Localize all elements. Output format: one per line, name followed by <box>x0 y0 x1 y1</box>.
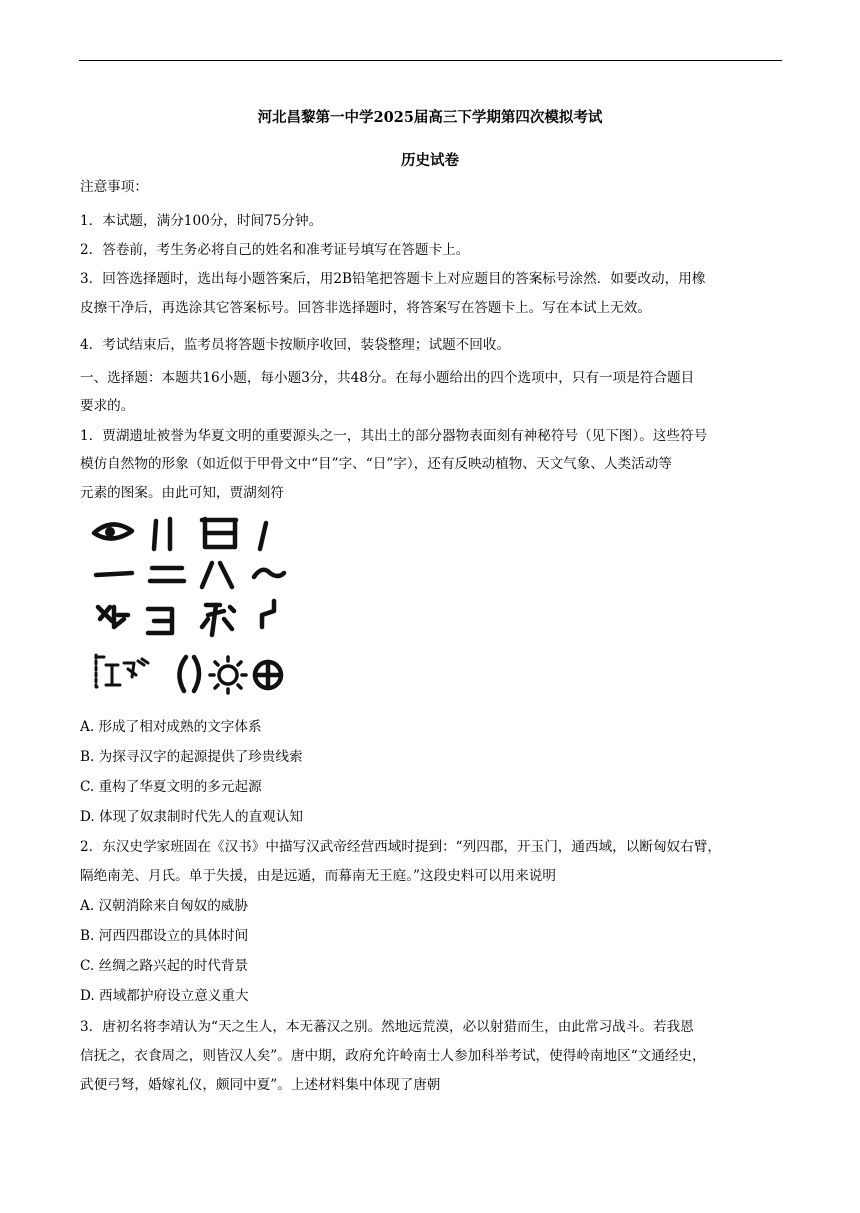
note-1: 1．本试题，满分100分，时间75分钟。 <box>80 213 323 229</box>
note-4: 4．考试结束后，监考员将答题卡按顺序收回，装袋整理；试题不回收。 <box>80 337 511 353</box>
q3-stem-line2: 信抚之，衣食周之，则皆汉人矣”。唐中期，政府允许岭南士人参加科举考试，使得岭南地区“文通经史， <box>80 1048 706 1064</box>
q2-option-a: A. 汉朝消除来自匈奴的威胁 <box>80 898 248 914</box>
section-intro-line1: 一、选择题：本题共16小题，每小题3分，共48分。在每小题给出的四个选项中，只有一项是符合题目 <box>80 370 695 386</box>
two-strokes-symbol-icon <box>154 519 170 549</box>
note-3-line1: 3．回答选择题时，选出每小题答案后，用2B铅笔把答题卡上对应题目的答案标号涂然．如要改动，用橡 <box>80 271 706 287</box>
notes-heading: 注意事项： <box>80 179 148 195</box>
sun-box-symbol-icon <box>202 519 236 547</box>
q2-option-d: D. 西域都护府设立意义重大 <box>80 988 249 1004</box>
q1-option-d: D. 体现了奴隶制时代先人的直观认知 <box>80 809 303 825</box>
exam-subject: 历史试卷 <box>401 152 459 169</box>
q2-option-b: B. 河西四郡设立的具体时间 <box>80 928 249 944</box>
q3-stem-line3: 武便弓弩，婚嫁礼仪，颇同中夏”。上述材料集中体现了唐朝 <box>80 1077 441 1093</box>
plant-symbol-icon <box>202 605 234 635</box>
bracket-script-symbol-icon <box>96 655 148 687</box>
q1-stem-line2: 模仿自然物的形象（如近似于甲骨文中“目”字、“日”字），还有反映动植物、天文气象、人类活动等 <box>80 456 672 472</box>
hand-symbol-icon <box>148 609 172 633</box>
q3-stem-line1: 3．唐初名将李靖认为“天之生人，本无蕃汉之别。然地远荒漠，必以射猎而生，由此常习战斗。若我恩 <box>80 1019 694 1035</box>
hook-symbol-icon <box>262 601 274 627</box>
wave-symbol-icon <box>254 570 284 577</box>
exam-title: 河北昌黎第一中学2025届高三下学期第四次模拟考试 <box>257 109 603 126</box>
q1-stem-line3: 元素的图案。由此可知，贾湖刻符 <box>80 485 284 501</box>
q2-option-c: C. 丝绸之路兴起的时代背景 <box>80 958 249 974</box>
parentheses-symbol-icon <box>179 657 199 691</box>
q2-stem-line2: 隔绝南羌、月氏。单于失援，由是远遁，而幕南无王庭。”这段史料可以用来说明 <box>80 868 556 884</box>
q1-option-a: A. 形成了相对成熟的文字体系 <box>80 719 262 735</box>
q2-stem-line1: 2．东汉史学家班固在《汉书》中描写汉武帝经营西域时提到：“列四郡，开玉门，通西域，以断匈奴右臂， <box>80 839 721 855</box>
eight-symbol-icon <box>202 563 232 587</box>
animal-symbol-icon <box>98 607 128 627</box>
q1-option-c: C. 重构了华夏文明的多元起源 <box>80 779 262 795</box>
one-symbol-icon <box>96 573 132 575</box>
circled-cross-symbol-icon <box>255 662 281 688</box>
note-3-line2: 皮擦干净后，再选涂其它答案标号。回答非选择题时，将答案写在答题卡上。写在本试上无效。 <box>80 300 651 316</box>
sun-rays-symbol-icon <box>210 657 246 693</box>
q1-stem-line1: 1．贾湖遗址被誉为华夏文明的重要源头之一，其出土的部分器物表面刻有神秘符号（见下图）。这些符号 <box>80 428 708 444</box>
jiahu-symbols-figure <box>90 515 290 700</box>
slash-symbol-icon <box>260 523 266 549</box>
eye-symbol-icon <box>94 524 132 538</box>
note-2: 2．答卷前，考生务必将自己的姓名和准考证号填写在答题卡上。 <box>80 242 470 258</box>
header-rule <box>79 60 782 61</box>
two-symbol-icon <box>150 568 184 581</box>
section-intro-line2: 要求的。 <box>80 398 135 414</box>
q1-option-b: B. 为探寻汉字的起源提供了珍贵线索 <box>80 749 303 765</box>
